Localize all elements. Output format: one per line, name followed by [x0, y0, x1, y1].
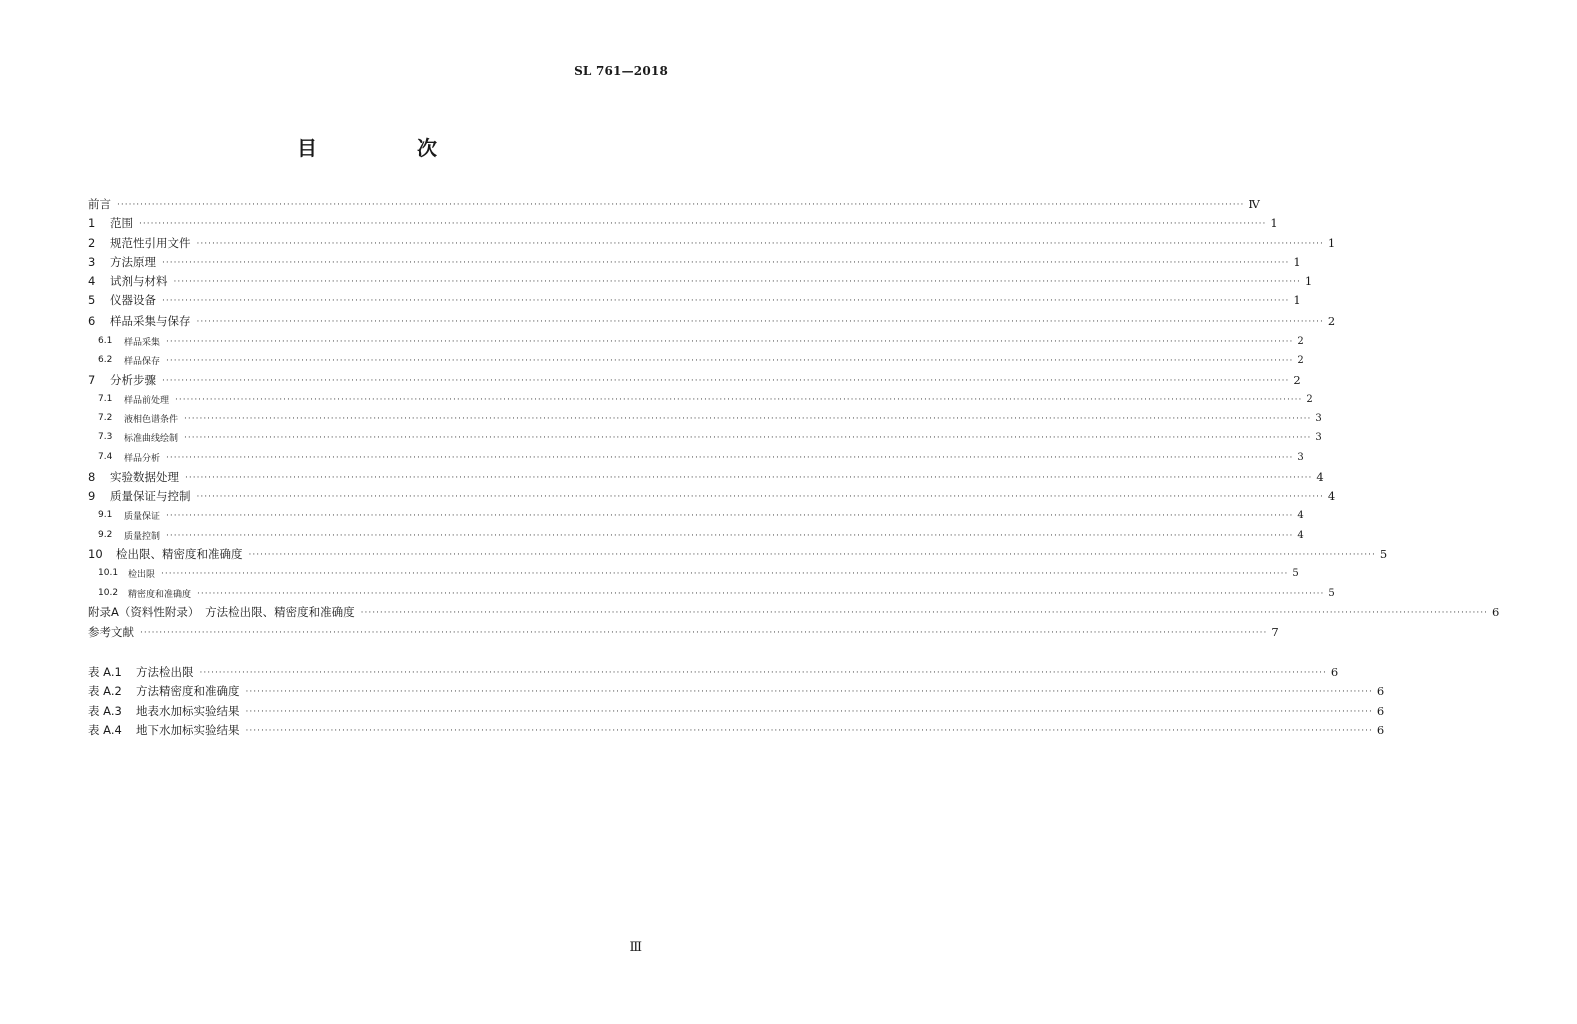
dot-leader — [139, 219, 1266, 229]
toc-entry-page: 2 — [1327, 314, 1336, 328]
dot-leader — [140, 628, 1267, 638]
dot-leader — [117, 200, 1244, 210]
list-of-tables-entry[interactable] — [0, 702, 1385, 720]
toc-subentry[interactable] — [0, 351, 1304, 369]
toc-subentry[interactable] — [0, 564, 1299, 582]
toc-entry-number: 表 A.2 — [88, 684, 122, 698]
toc-entry-title: 附录A（资料性附录） 方法检出限、精密度和准确度 — [88, 605, 355, 619]
list-of-tables-entry[interactable] — [0, 721, 1385, 739]
toc-subentry[interactable] — [0, 584, 1335, 602]
toc-entry-number: 2 — [88, 236, 96, 250]
dot-leader — [184, 414, 1311, 424]
dot-leader — [246, 707, 1373, 717]
dot-leader — [161, 569, 1288, 579]
toc-entry-number: 6.1 — [98, 336, 113, 346]
dot-leader — [175, 395, 1302, 405]
toc-entry-title: 范围 — [110, 216, 133, 230]
toc-entry[interactable] — [0, 371, 1301, 389]
toc-entry-number: 3 — [88, 255, 96, 269]
dot-leader — [174, 277, 1301, 287]
toc-entry-number: 1 — [88, 216, 96, 230]
toc-entry-title: 精密度和准确度 — [128, 589, 192, 600]
toc-entry-title: 地下水加标实验结果 — [136, 723, 240, 737]
toc-entry-number: 7.4 — [98, 452, 113, 462]
dot-leader — [166, 356, 1293, 366]
dot-leader — [166, 531, 1293, 541]
dot-leader — [197, 589, 1324, 599]
toc-entry[interactable] — [0, 214, 1278, 232]
toc-entry-page: 3 — [1297, 451, 1304, 463]
toc-entry-page: Ⅳ — [1248, 197, 1260, 211]
toc-entry[interactable] — [0, 468, 1324, 486]
document-code: SL 761—2018 — [574, 64, 668, 78]
toc-entry-page: 6 — [1376, 684, 1385, 698]
toc-entry-number: 8 — [88, 470, 96, 484]
toc-entry[interactable] — [0, 312, 1336, 330]
toc-subentry[interactable] — [0, 428, 1322, 446]
toc-entry-number: 表 A.1 — [88, 665, 122, 679]
toc-entry-number: 7 — [88, 373, 96, 387]
toc-entry[interactable] — [0, 603, 1500, 621]
toc-entry[interactable] — [0, 195, 1260, 213]
toc-entry[interactable] — [0, 545, 1388, 563]
page-title: 目 次 — [297, 136, 477, 160]
toc-entry-number: 6.2 — [98, 355, 113, 365]
toc-entry-page: 4 — [1297, 509, 1304, 521]
toc-entry-title: 地表水加标实验结果 — [136, 704, 240, 718]
toc-entry-page: 2 — [1297, 335, 1304, 347]
toc-entry-number: 9.1 — [98, 510, 113, 520]
dot-leader — [162, 258, 1289, 268]
dot-leader — [249, 550, 1376, 560]
toc-entry-title: 试剂与材料 — [110, 274, 168, 288]
toc-entry-title: 质量保证与控制 — [110, 489, 191, 503]
dot-leader — [361, 608, 1488, 618]
toc-entry-page: 3 — [1315, 431, 1322, 443]
toc-entry-page: 1 — [1327, 236, 1336, 250]
toc-subentry[interactable] — [0, 332, 1304, 350]
dot-leader — [197, 239, 1324, 249]
toc-entry-title: 前言 — [88, 197, 111, 211]
toc-entry-number: 9.2 — [98, 530, 113, 540]
toc-entry-title: 液相色谱条件 — [124, 414, 179, 425]
toc-entry-title: 样品采集与保存 — [110, 314, 191, 328]
list-of-tables-entry[interactable] — [0, 663, 1339, 681]
toc-entry-page: 6 — [1376, 704, 1385, 718]
toc-entry-title: 参考文献 — [88, 625, 134, 639]
toc-entry-title: 实验数据处理 — [110, 470, 179, 484]
toc-entry-title: 标准曲线绘制 — [124, 433, 179, 444]
toc-entry-page: 6 — [1330, 665, 1339, 679]
dot-leader — [166, 511, 1293, 521]
toc-entry-title: 规范性引用文件 — [110, 236, 191, 250]
dot-leader — [185, 473, 1312, 483]
toc-entry-title: 方法原理 — [110, 255, 156, 269]
dot-leader — [162, 296, 1289, 306]
toc-entry[interactable] — [0, 291, 1301, 309]
dot-leader — [184, 433, 1311, 443]
toc-entry-number: 7.2 — [98, 413, 113, 423]
dot-leader — [166, 453, 1293, 463]
toc-entry-page: 1 — [1293, 255, 1301, 269]
toc-entry-title: 分析步骤 — [110, 373, 156, 387]
toc-entry-number: 10.1 — [98, 568, 119, 578]
toc-entry-page: 4 — [1297, 529, 1304, 541]
list-of-tables-entry[interactable] — [0, 682, 1385, 700]
toc-entry-page: 1 — [1293, 293, 1301, 307]
dot-leader — [162, 376, 1289, 386]
dot-leader — [197, 317, 1324, 327]
dot-leader — [197, 492, 1324, 502]
toc-entry-page: 4 — [1316, 470, 1324, 484]
toc-entry-page: 5 — [1379, 547, 1388, 561]
toc-entry-title: 样品采集 — [124, 337, 161, 348]
toc-entry-number: 10 — [88, 547, 103, 561]
toc-entry-number: 4 — [88, 274, 96, 288]
toc-entry[interactable] — [0, 253, 1301, 271]
toc-entry-page: 1 — [1270, 216, 1278, 230]
dot-leader — [246, 726, 1373, 736]
toc-entry-page: 6 — [1492, 605, 1500, 619]
toc-entry-page: 2 — [1297, 354, 1304, 366]
toc-entry-number: 表 A.4 — [88, 723, 122, 737]
page-number: Ⅲ — [629, 940, 642, 955]
toc-entry-page: 2 — [1293, 373, 1301, 387]
toc-entry-title: 质量控制 — [124, 531, 161, 542]
toc-entry-number: 10.2 — [98, 588, 119, 598]
toc-entry[interactable] — [0, 623, 1279, 641]
toc-entry-page: 7 — [1271, 625, 1279, 639]
toc-entry-title: 质量保证 — [124, 511, 161, 522]
toc-entry-number: 5 — [88, 293, 96, 307]
toc-entry-title: 样品前处理 — [124, 395, 170, 406]
toc-entry-page: 5 — [1292, 567, 1299, 579]
dot-leader — [200, 668, 1327, 678]
toc-entry[interactable] — [0, 272, 1313, 290]
toc-entry-number: 6 — [88, 314, 96, 328]
toc-entry-title: 方法精密度和准确度 — [136, 684, 240, 698]
toc-entry[interactable] — [0, 234, 1336, 252]
toc-entry-page: 6 — [1376, 723, 1385, 737]
toc-entry-page: 3 — [1315, 412, 1322, 424]
toc-entry-number: 7.3 — [98, 432, 113, 442]
toc-entry-title: 检出限、精密度和准确度 — [116, 547, 243, 561]
dot-leader — [166, 337, 1293, 347]
toc-entry-number: 表 A.3 — [88, 704, 122, 718]
toc-entry-number: 9 — [88, 489, 96, 503]
toc-entry[interactable] — [0, 487, 1336, 505]
toc-entry-number: 7.1 — [98, 394, 113, 404]
toc-subentry[interactable] — [0, 506, 1304, 524]
toc-subentry[interactable] — [0, 409, 1322, 427]
toc-entry-title: 样品分析 — [124, 453, 161, 464]
toc-entry-title: 方法检出限 — [136, 665, 194, 679]
toc-entry-title: 仪器设备 — [110, 293, 156, 307]
toc-subentry[interactable] — [0, 526, 1304, 544]
toc-subentry[interactable] — [0, 390, 1313, 408]
toc-subentry[interactable] — [0, 448, 1304, 466]
dot-leader — [246, 687, 1373, 697]
toc-entry-page: 4 — [1327, 489, 1336, 503]
toc-entry-page: 1 — [1304, 274, 1313, 288]
toc-entry-page: 5 — [1328, 587, 1335, 599]
toc-entry-title: 样品保存 — [124, 356, 161, 367]
toc-entry-page: 2 — [1306, 393, 1313, 405]
toc-entry-title: 检出限 — [128, 569, 156, 580]
